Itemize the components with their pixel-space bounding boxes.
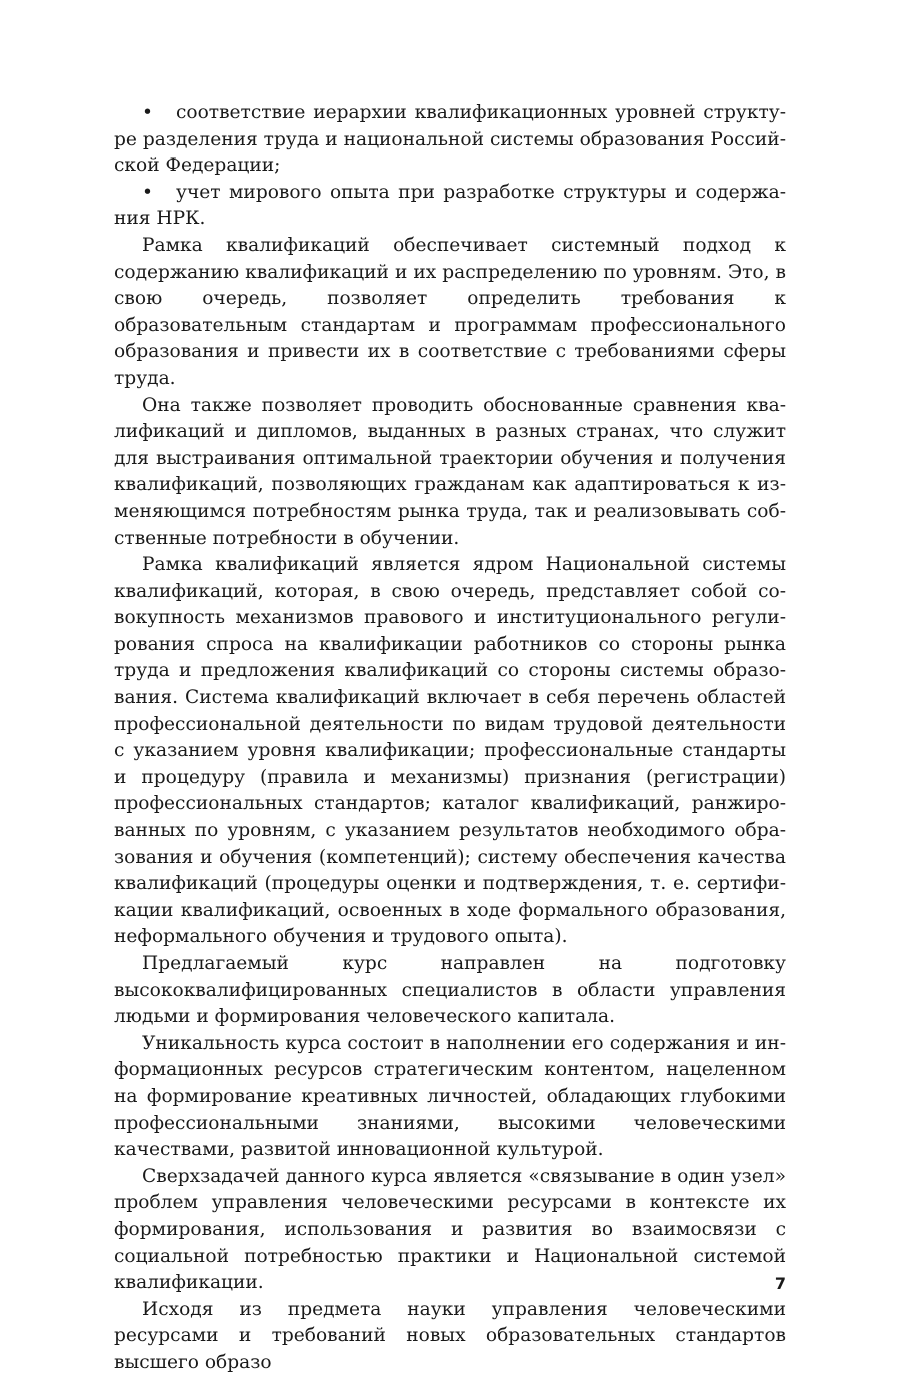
- bullet-text: соответствие иерархии квалификационных уровней структуре разделения труда и национальной системы образования Российской Федерации;: [114, 102, 786, 177]
- bullet-item: [114, 100, 786, 180]
- paragraph: Сверхзадачей данного курса является «связывание в один узел» проблем управления человеческими ресурсами в контексте их формирования, использования и развития во взаимосвязи с социальной потребностью практики и Национальной системой квалификации.: [114, 1165, 786, 1294]
- bullet-text: учет мирового опыта при разработке структуры и содержания НРК.: [114, 181, 786, 230]
- bullet-symbol: •: [142, 102, 153, 123]
- page-number: 7: [774, 1274, 786, 1293]
- bullet-symbol: •: [142, 181, 153, 203]
- bullet-item: [114, 180, 786, 233]
- paragraph: Рамка квалификаций является ядром Национальной системы квалификаций, которая, в свою очередь, представляет собой совокупность механизмов правового и институционального регулирования спроса на квалификации работников со стороны рынка труда и предложения квалификаций со стороны системы образования. Система квалификаций включает в себя перечень областей профессиональной деятельности по видам трудовой деятельности с указанием уровня квалификации; профессиональные стандарты и процедуру (правила и механизмы) признания (регистрации) профессиональных стандартов; каталог квалификаций, ранжированных по уровням, с указанием результатов необходимого образования и обучения (компетенций); систему обеспечения качества квалификаций (процедуры оценки и подтверждения, т. е. сертификации квалификаций, освоенных в ходе формального образования, неформального обучения и трудового опыта).: [114, 554, 786, 948]
- paragraph: Исходя из предмета науки управления человеческими ресурсами и требований новых образовательных стандартов высшего образо: [114, 1298, 786, 1373]
- paragraph: Она также позволяет проводить обоснованные сравнения квалификаций и дипломов, выданных в разных странах, что служит для выстраивания оптимальной траектории обучения и получения квалификаций, позволяющих гражданам как адаптироваться к изменяющимся потребностям рынка труда, так и реализовывать собственные потребности в обучении.: [114, 394, 786, 549]
- page-text: [114, 100, 786, 1377]
- paragraph: Предлагаемый курс направлен на подготовку высококвалифицированных специалистов в области управления людьми и формирования человеческого капитала.: [114, 953, 786, 1028]
- paragraph: Рамка квалификаций обеспечивает системный подход к содержанию квалификаций и их распределению по уровням. Это, в свою очередь, позволяет определить требования к образовательным стандартам и программам профессионального образования и привести их в соответствие с требованиями сферы труда.: [114, 234, 786, 389]
- paragraph: Уникальность курса состоит в наполнении его содержания и информационных ресурсов стратегическим контентом, нацеленном на формирование креативных личностей, обладающих глубокими профессиональными знаниями, высокими человеческими качествами, развитой инновационной культурой.: [114, 1032, 786, 1161]
